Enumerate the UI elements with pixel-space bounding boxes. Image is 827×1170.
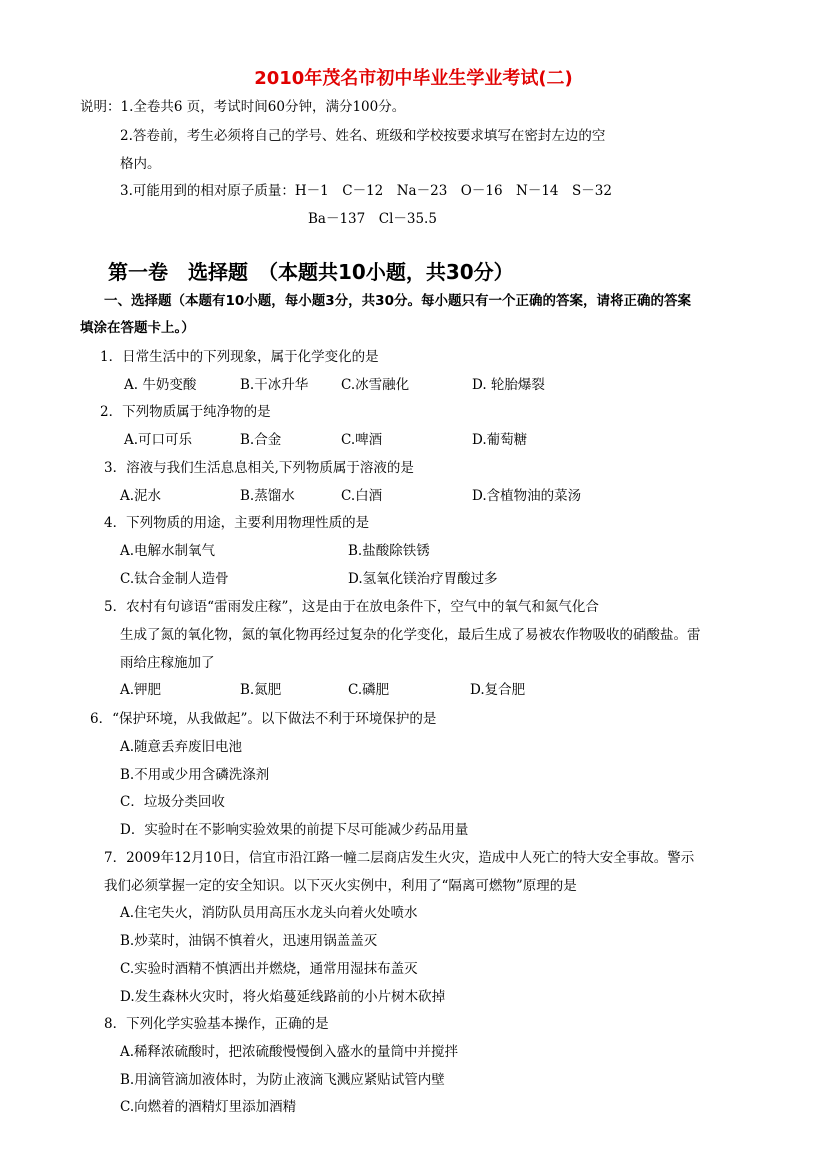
question-2-option-d: D.葡萄糖 [472, 432, 528, 448]
question-3-option-d: D.含植物油的菜汤 [472, 488, 582, 504]
note-line-2: 2.答卷前，考生必须将自己的学号、姓名、班级和学校按要求填写在密封左边的空 [120, 128, 606, 144]
question-4-stem: 4．下列物质的用途，主要利用物理性质的是 [104, 515, 370, 531]
question-2-option-b: B.合金 [240, 432, 282, 448]
question-4-option-a: A.电解水制氧气 [120, 543, 216, 559]
question-8-option-c: C.向燃着的酒精灯里添加酒精 [120, 1099, 297, 1115]
question-1-stem: 1．日常生活中的下列现象，属于化学变化的是 [100, 349, 379, 365]
question-7-option-d: D.发生森林火灾时，将火焰蔓延线路前的小片树木砍掉 [120, 989, 446, 1005]
question-6-option-a: A.随意丢弃废旧电池 [120, 739, 243, 755]
question-8-option-a: A.稀释浓硫酸时，把浓硫酸慢慢倒入盛水的量筒中并搅拌 [120, 1044, 459, 1060]
question-3-option-a: A.泥水 [120, 488, 162, 504]
question-8-stem: 8．下列化学实验基本操作，正确的是 [104, 1016, 329, 1032]
question-5-option-c: C.磷肥 [348, 682, 390, 698]
note-line-4: 3.可能用到的相对原子质量：H－1 C－12 Na－23 O－16 N－14 S－32 [120, 183, 612, 199]
question-1-option-a: A. 牛奶变酸 [124, 377, 197, 393]
question-5-stem-3: 雨给庄稼施加了 [120, 655, 215, 671]
question-5-option-a: A.钾肥 [120, 682, 162, 698]
question-1-option-c: C.冰雪融化 [341, 377, 410, 393]
question-5-stem: 5．农村有句谚语“雷雨发庄稼”，这是由于在放电条件下，空气中的氧气和氮气化合 [104, 599, 599, 615]
exam-title: 2010年茂名市初中毕业生学业考试(二) [254, 68, 573, 89]
question-3-stem: 3．溶液与我们生活息息相关,下列物质属于溶液的是 [104, 460, 414, 476]
question-6-stem: 6．“保护环境，从我做起”。以下做法不利于环境保护的是 [90, 711, 437, 727]
question-8-option-b: B.用滴管滴加液体时，为防止液滴飞溅应紧贴试管内壁 [120, 1072, 445, 1088]
note-line-5: Ba－137 Cl－35.5 [308, 211, 437, 227]
question-1-option-b: B.干冰升华 [240, 377, 309, 393]
question-6-option-b: B.不用或少用含磷洗涤剂 [120, 767, 270, 783]
question-7-stem-2: 我们必须掌握一定的安全知识。以下灭火实例中，利用了“隔离可燃物”原理的是 [104, 878, 577, 894]
section-heading: 第一卷 选择题 （本题共10小题，共30分） [108, 260, 514, 284]
question-7-option-a: A.住宅失火，消防队员用高压水龙头向着火处喷水 [120, 905, 418, 921]
question-7-stem: 7．2009年12月10日，信宜市沿江路一幢二层商店发生火灾，造成中人死亡的特大安全事故。警示 [104, 850, 695, 866]
question-7-option-c: C.实验时酒精不慎洒出并燃烧，通常用湿抹布盖灭 [120, 961, 418, 977]
question-3-option-b: B.蒸馏水 [240, 488, 295, 504]
question-5-stem-2: 生成了氮的氧化物，氮的氧化物再经过复杂的化学变化，最后生成了易被农作物吸收的硝酸盐。雷 [120, 627, 701, 643]
question-6-option-d: D．实验时在不影响实验效果的前提下尽可能减少药品用量 [120, 822, 469, 838]
section-instruction-1: 一、选择题（本题有10小题，每小题3分，共30分。每小题只有一个正确的答案，请将正确的答案 [104, 293, 691, 309]
question-6-option-c: C．垃圾分类回收 [120, 794, 225, 810]
question-5-option-b: B.氮肥 [240, 682, 282, 698]
question-1-option-d: D. 轮胎爆裂 [472, 377, 545, 393]
question-2-option-a: A.可口可乐 [124, 432, 193, 448]
section-instruction-2: 填涂在答题卡上。） [80, 320, 195, 336]
question-4-option-c: C.钛合金制人造骨 [120, 571, 229, 587]
question-2-stem: 2．下列物质属于纯净物的是 [100, 404, 271, 420]
question-7-option-b: B.炒菜时，油锅不慎着火，迅速用锅盖盖灭 [120, 933, 378, 949]
question-5-option-d: D.复合肥 [470, 682, 526, 698]
note-line-1: 说明：1.全卷共6 页，考试时间60分钟，满分100分。 [80, 99, 406, 115]
question-3-option-c: C.白酒 [341, 488, 383, 504]
question-4-option-b: B.盐酸除铁锈 [348, 543, 430, 559]
question-2-option-c: C.啤酒 [341, 432, 383, 448]
question-4-option-d: D.氢氧化镁治疗胃酸过多 [348, 571, 498, 587]
note-line-3: 格内。 [120, 156, 161, 172]
